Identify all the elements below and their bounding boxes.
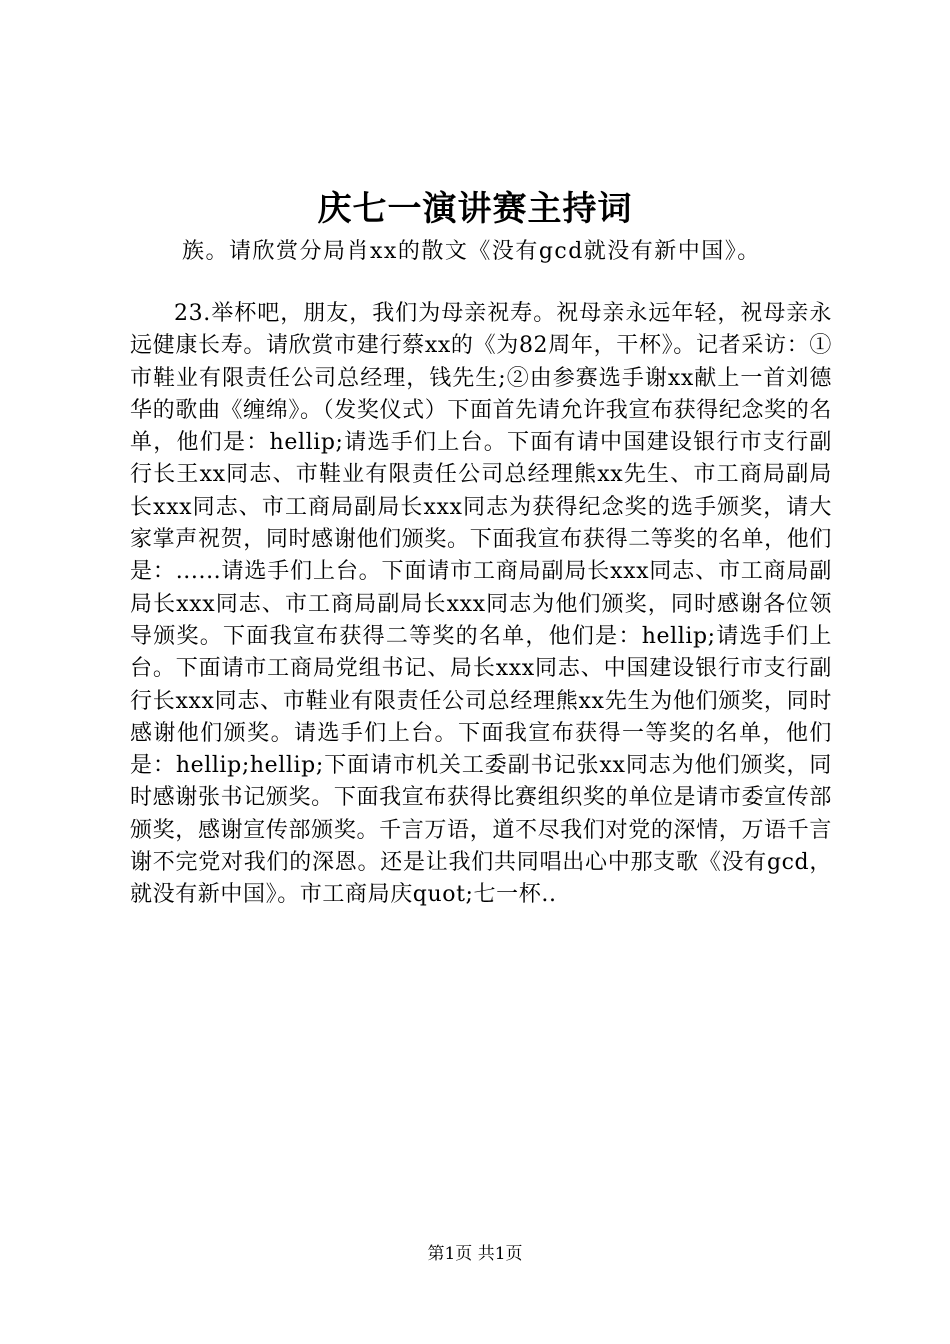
page-footer: 第1页 共1页 xyxy=(427,1244,523,1264)
paragraph-main: 23.举杯吧，朋友，我们为母亲祝寿。祝母亲永远年轻，祝母亲永远健康长寿。请欣赏市建行蔡xx的《为82周年，干杯》。记者采访：①市鞋业有限责任公司总经理，钱先生;②由参赛选手谢xx献上一首刘德华的歌曲《缠绵》。（发奖仪式）下面首先请允许我宣布获得纪念奖的名单，他们是：hellip;请选手们上台。下面有请中国建设银行市支行副行长王xx同志、市鞋业有限责任公司总经理熊xx先生、市工商局副局长xxx同志、市工商局副局长xxx同志为获得纪念奖的选手颁奖，请大家掌声祝贺，同时感谢他们颁奖。下面我宣布获得二等奖的名单，他们是：......请选手们上台。下面请市工商局副局长xxx同志、市工商局副局长xxx同志、市工商局副局长xxx同志为他们颁奖，同时感谢各位领导颁奖。下面我宣布获得二等奖的名单，他们是：hellip;请选手们上台。下面请市工商局党组书记、局长xxx同志、中国建设银行市支行副行长xxx同志、市鞋业有限责任公司总经理熊xx先生为他们颁奖，同时感谢他们颁奖。请选手们上台。下面我宣布获得一等奖的名单，他们是：hellip;hellip;下面请市机关工委副书记张xx同志为他们颁奖，同时感谢张书记颁奖。下面我宣布获得比赛组织奖的单位是请市委宣传部颁奖，感谢宣传部颁奖。千言万语，道不尽我们对党的深情，万语千言谢不完党对我们的深恩。还是让我们共同唱出心中那支歌《没有gcd，就没有新中国》。市工商局庆quot;七一杯.. xyxy=(130,301,832,908)
document-title: 庆七一演讲赛主持词 xyxy=(317,189,633,229)
paragraph-intro: 族。请欣赏分局肖xx的散文《没有gcd就没有新中国》。 xyxy=(182,239,761,264)
